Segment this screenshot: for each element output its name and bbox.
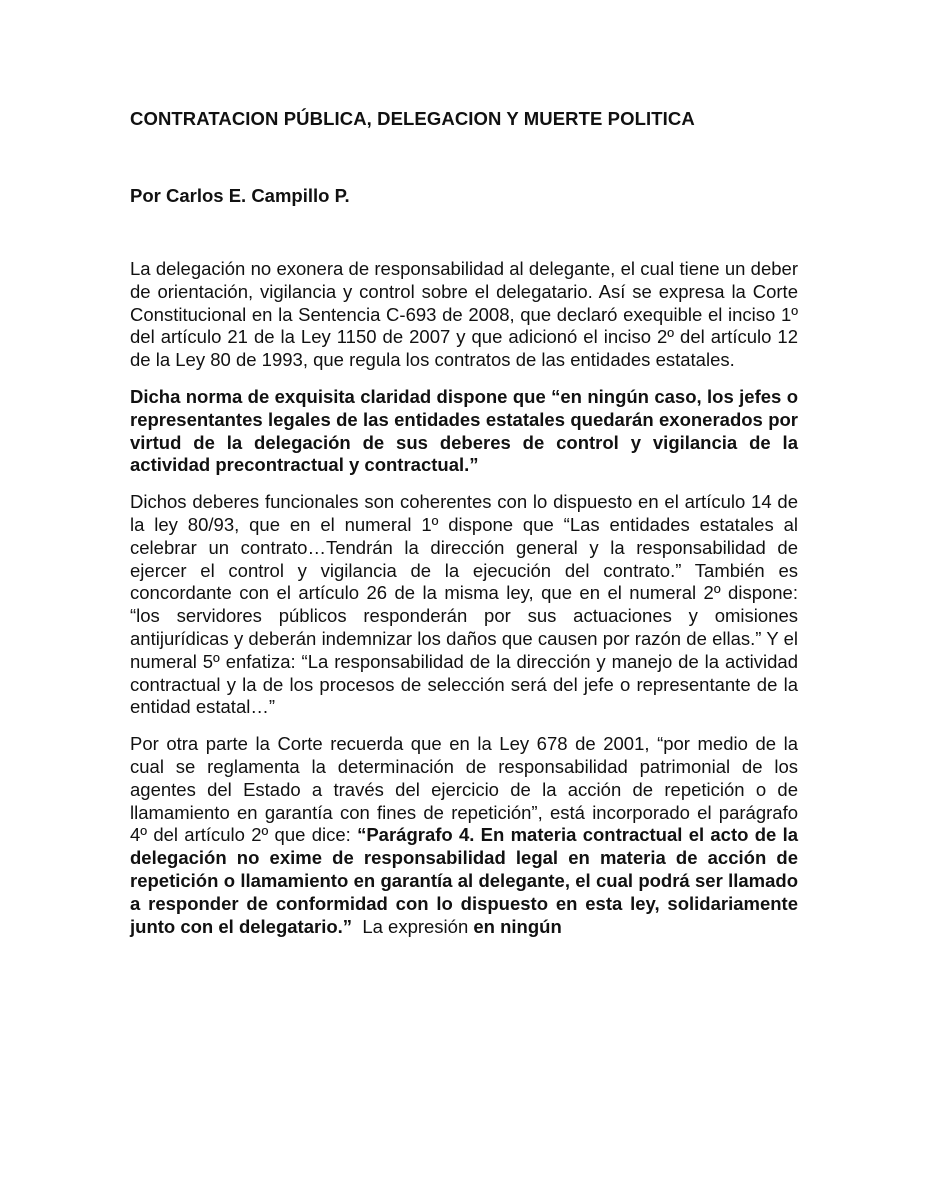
paragraph-4-quote: “Parágrafo 4. En materia contractual el acto de la delegación no exime de responsabilidad legal en materia de acción de repetición o llamamiento en garantía al delegante, el cual podrá ser llamado a responder de conformidad con lo dispuesto en esta ley, solidariamente junto con el delegatario.” xyxy=(130,824,799,937)
paragraph-4-tail-bold: en ningún xyxy=(473,915,562,937)
paragraph-1: La delegación no exonera de responsabilidad al delegante, el cual tiene un deber de orientación, vigilancia y control sobre el delegatario. Así se expresa la Corte Constitucional en la Sentencia C-693 de 2008, que declaró exequible el inciso 1º del artículo 21 de la Ley 1150 de 2007 y que adicionó el inciso 2º del artículo 12 de la Ley 80 de 1993, que regula los contratos de las entidades estatales. xyxy=(130,258,798,371)
paragraph-4 xyxy=(130,733,798,938)
author-line: Por Carlos E. Campillo P. xyxy=(130,185,350,206)
paragraph-2: Dicha norma de exquisita claridad dispone que “en ningún caso, los jefes o representantes legales de las entidades estatales quedarán exonerados por virtud de la delegación de sus deberes de control y vigilancia de la actividad precontractual y contractual.” xyxy=(130,385,798,476)
paragraph-4-tail: La expresión xyxy=(362,915,469,937)
document-body xyxy=(130,258,798,952)
paragraph-3: Dichos deberes funcionales son coherentes con lo dispuesto en el artículo 14 de la ley 80/93, que en el numeral 1º dispone que “Las entidades estatales al celebrar un contrato…Tendrán la dirección general y la responsabilidad de ejercer el control y vigilancia de la ejecución del contrato.” También es concordante con el artículo 26 de la misma ley, que en el numeral 2º dispone: “los servidores públicos responderán por sus actuaciones y omisiones antijurídicas y deberán indemnizar los daños que causen por razón de ellas.” Y el numeral 5º enfatiza: “La responsabilidad de la dirección y manejo de la actividad contractual y la de los procesos de selección será del jefe o representante de la entidad estatal…” xyxy=(130,491,798,718)
document-title: CONTRATACION PÚBLICA, DELEGACION Y MUERTE POLITICA xyxy=(130,108,695,129)
paragraph-4-text: Por otra parte la Corte recuerda que en la Ley 678 de 2001, “por medio de la cual se reglamenta la determinación de responsabilidad patrimonial de los agentes del Estado a través del ejercicio de la acción de repetición o de llamamiento en garantía con fines de repetición”, está incorporado el parágrafo 4º del artículo 2º que dice: xyxy=(130,733,798,846)
